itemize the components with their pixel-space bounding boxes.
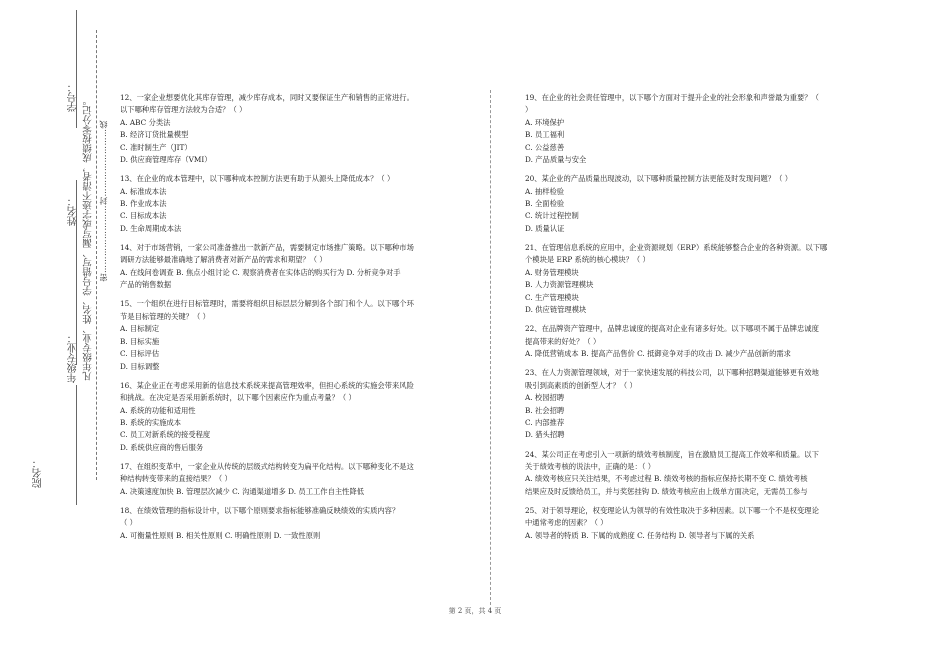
option: D. 供应链管理模块	[525, 305, 587, 315]
question-stem: 15、一个组织在进行目标管理时，需要将组织目标层层分解到各个部门和个人。以下哪个环 节是目标管理的关键？（ ）	[120, 299, 414, 321]
option: D. 产品质量与安全	[525, 155, 587, 165]
option: A. 财务管理模块	[525, 267, 579, 277]
question-22	[525, 323, 870, 360]
question-stem: 17、在组织变革中，一家企业从传统的层级式结构转变为扁平化结构。以下哪种变化不是这 种结构转变带来的直接结果？（ ）	[120, 461, 414, 484]
question-25	[525, 505, 870, 542]
question-column-left	[120, 92, 465, 549]
question-stem: 16、某企业正在考虑采用新的信息技术系统来提高管理效率，但担心系统的实施会带来风险 和挑战。在决定是否采用新系统时，以下哪个因素应作为重点考量？（ ）	[120, 380, 414, 403]
question-stem: 21、在管理信息系统的应用中，企业资源规划（ERP）系统能够整合企业的各种资源。以下哪 个模块是 ERP 系统的核心模块？（ ）	[525, 243, 828, 265]
option: B. 社会招聘	[525, 405, 565, 415]
option: A. 目标制定	[120, 324, 160, 334]
question-stem: 13、在企业的成本管理中，以下哪种成本控制方法更有助于从源头上降低成本？（ ）	[120, 174, 395, 184]
question-14	[120, 242, 465, 292]
question-15	[120, 298, 465, 372]
binding-margin	[28, 0, 108, 672]
option: A. 系统的功能和适用性	[120, 405, 196, 415]
option: A. 绩效考核应只关注结果，不考虑过程 B. 绩效考核的指标应保持长期不变 C. 绩效考核 结果应及时反馈给员工，并与奖惩挂钩 D. 绩效考核应由上级单方面决定，无需员工参与	[525, 474, 808, 496]
question-12	[120, 92, 465, 166]
question-21	[525, 242, 870, 316]
option: B. 员工福利	[525, 130, 565, 140]
option: D. 质量认证	[525, 223, 565, 233]
option: A. 环境保护	[525, 117, 565, 127]
question-13	[120, 173, 465, 235]
option: C. 内部推荐	[525, 417, 565, 427]
option: B. 全面检验	[525, 199, 565, 209]
option: A. 决策速度加快 B. 管理层次减少 C. 沟通渠道增多 D. 员工工作自主性降低	[120, 486, 365, 496]
option: C. 目标成本法	[120, 211, 167, 221]
question-stem: 22、在品牌资产管理中，品牌忠诚度的提高对企业有诸多好处。以下哪项不属于品牌忠诚度 提高带来的好处？（ ）	[525, 324, 819, 346]
option: C. 员工对新系统的接受程度	[120, 430, 211, 440]
school-label: 院名：	[33, 458, 44, 488]
question-stem: 23、在人力资源管理领域，对于一家快速发展的科技公司，以下哪种招聘渠道能够更有效地 吸引到高素质的创新型人才？（ ）	[525, 368, 819, 390]
column-divider	[490, 90, 491, 605]
question-23	[525, 367, 870, 441]
option: B. 人力资源管理模块	[525, 280, 594, 290]
option: B. 目标实施	[120, 336, 160, 346]
binding-line-bottom	[76, 385, 77, 505]
question-19	[525, 92, 870, 166]
option: A. 在线问卷调查 B. 焦点小组讨论 C. 观察消费者在实体店的购买行为 D. 分析竞争对手 产品的销售数据	[120, 267, 401, 290]
option: A. 校园招聘	[525, 393, 565, 403]
question-17	[120, 461, 465, 498]
option: B. 作业成本法	[120, 199, 167, 209]
question-stem: 20、某企业的产品质量出现波动，以下哪种质量控制方法更能及时发现问题？（ ）	[525, 174, 792, 184]
option: A. ABC 分类法	[120, 117, 171, 127]
major-label: 年级专业：	[68, 333, 79, 383]
option: C. 准时制生产（JIT）	[120, 142, 192, 152]
question-24	[525, 449, 870, 499]
option: C. 目标评估	[120, 349, 160, 359]
seal-line-text: 密……………………封……………………线	[99, 120, 108, 282]
question-stem: 12、一家企业想要优化其库存管理，减少库存成本，同时又要保证生产和销售的正常进行。 以下哪种库存管理方法较为合适？（ ）	[120, 93, 414, 115]
page-footer: 第 2 页，共 4 页	[448, 607, 502, 615]
question-stem: 24、某公司正在考虑引入一项新的绩效考核制度，旨在激励员工提高工作效率和质量。以下 关于绩效考核的说法中，正确的是：（ ）	[525, 449, 819, 471]
question-20	[525, 173, 870, 235]
option: B. 系统的实施成本	[120, 417, 182, 427]
question-stem: 19、在企业的社会责任管理中，以下哪个方面对于提升企业的社会形象和声誉最为重要？（ ）	[525, 93, 819, 115]
option: A. 标准成本法	[120, 186, 167, 196]
question-stem: 18、在绩效管理的指标设计中，以下哪个原则要求指标能够准确反映绩效的实质内容？ （ ）	[120, 505, 400, 528]
option: D. 猎头招聘	[525, 430, 565, 440]
binding-dashed-line	[96, 30, 97, 480]
option: A. 抽样检验	[525, 186, 565, 196]
question-stem: 25、对于领导理论，权变理论认为领导的有效性取决于多种因素。以下哪一个不是权变理论 中通常考虑的因素？（ ）	[525, 505, 819, 528]
option: C. 生产管理模块	[525, 292, 579, 302]
option: D. 系统供应商的售后服务	[120, 442, 204, 452]
option: C. 统计过程控制	[525, 211, 579, 221]
option: D. 生命周期成本法	[120, 223, 182, 233]
binding-notice: 凡年级专业、姓名、学号错写、漏写或字迹不清者，成绩按零分记。	[83, 96, 94, 381]
option: A. 降低营销成本 B. 提高产品售价 C. 抵御竞争对手的攻击 D. 减少产品创新的需求	[525, 349, 791, 359]
name-label: 姓名：	[68, 196, 79, 226]
question-stem: 14、对于市场营销，一家公司准备推出一款新产品，需要制定市场推广策略。以下哪种市场 调研方法能够最准确地了解消费者对新产品的需求和期望？（ ）	[120, 243, 414, 265]
question-16	[120, 380, 465, 454]
option: A. 领导者的特质 B. 下属的成熟度 C. 任务结构 D. 领导者与下属的关系	[525, 530, 755, 540]
option: D. 目标调整	[120, 361, 160, 371]
option: B. 经济订货批量模型	[120, 130, 189, 140]
student-id-label: 学号：	[68, 82, 79, 112]
question-column-right	[525, 92, 870, 549]
question-18	[120, 505, 465, 542]
option: C. 公益慈善	[525, 142, 565, 152]
option: D. 供应商管理库存（VMI）	[120, 155, 212, 165]
option: A. 可衡量性原则 B. 相关性原则 C. 明确性原则 D. 一致性原则	[120, 530, 321, 540]
